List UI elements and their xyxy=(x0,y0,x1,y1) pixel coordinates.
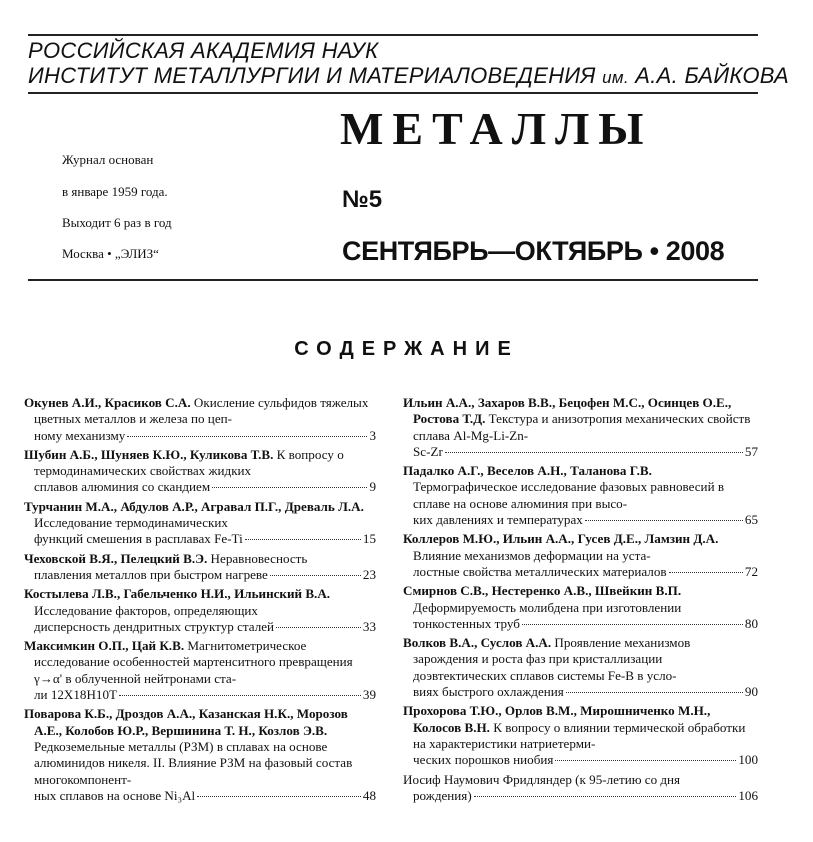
toc-entry-title-end: ных сплавов на основе Ni₃Al xyxy=(34,787,196,803)
masthead-bottom-rule xyxy=(28,279,758,281)
toc-entry-title-end: функций смешения в расплавах Fe-Ti xyxy=(34,531,243,547)
toc-entry-page: 57 xyxy=(744,443,758,459)
toc-entry-page: 39 xyxy=(362,687,376,703)
toc-entry-title-end: тонкостенных труб xyxy=(413,615,520,631)
academy-name: РОССИЙСКАЯ АКАДЕМИЯ НАУК xyxy=(28,38,379,63)
toc-entry-title-end: дисперсность дендритных структур сталей xyxy=(34,618,275,634)
dot-leader xyxy=(522,624,743,625)
toc-entry-authors: Волков В.А., Суслов А.А. xyxy=(403,635,552,651)
toc-entry-title-end: сплавов алюминия со скандием xyxy=(34,479,211,495)
toc-entry-title: Окисление сульфидов тяжелых цветных металлов и железа по цеп- xyxy=(34,395,369,427)
journal-title: МЕТАЛЛЫ xyxy=(340,103,653,154)
top-rule xyxy=(28,34,758,36)
dot-leader xyxy=(669,572,743,573)
toc-entry-title: Текстура и анизотропия механических свойств сплава Al-Mg-Li-Zn- xyxy=(413,411,751,443)
toc-entry[interactable] xyxy=(403,703,758,768)
dot-leader xyxy=(212,487,367,488)
toc-entry[interactable] xyxy=(403,583,758,632)
header-rule xyxy=(28,92,758,94)
toc-entry-authors: Поварова К.Б., Дроздов А.А., Казанская Н.К., Морозов А.Е., Колобов Ю.Р., Вершинина Т. Н., Козлов Э.В. xyxy=(24,706,348,738)
toc-entry-title-end: ких давлениях и температурах xyxy=(413,512,583,528)
toc-entry-title-end: ному механизму xyxy=(34,427,126,443)
toc-entry-authors: Ильин А.А., Захаров В.В., Бецофен М.С., Осинцев О.Е., Ростова Т.Д. xyxy=(403,395,732,427)
toc-entry-page: 100 xyxy=(738,752,758,768)
toc-entry-authors: Коллеров М.Ю., Ильин А.А., Гусев Д.Е., Ламзин Д.А. xyxy=(403,531,719,547)
toc-right-column xyxy=(403,395,758,807)
institute-person: А.А. БАЙКОВА xyxy=(635,63,790,88)
toc-entry-title: Проявление механизмов зарождения и роста фаз при кристаллизации доэвтектических сплавов системы Fe-B в усло- xyxy=(413,635,691,683)
toc-entry-title: Деформируемость молибдена при изготовлении xyxy=(413,599,682,615)
dot-leader xyxy=(127,436,367,437)
toc-entry-authors: Смирнов С.В., Нестеренко А.В., Швейкин В.П. xyxy=(403,583,682,599)
toc-entry-title: Влияние механизмов деформации на уста- xyxy=(413,547,651,563)
issue-date: СЕНТЯБРЬ—ОКТЯБРЬ • 2008 xyxy=(342,236,725,266)
toc-entry[interactable] xyxy=(403,635,758,700)
toc-entry-page: 23 xyxy=(362,566,376,582)
toc-entry-title: Магнитометрическое исследование особенностей мартенситного превращения γ→α' в облученной нейтронами ста- xyxy=(34,638,353,686)
toc-entry-title-end: ческих порошков ниобия xyxy=(413,752,554,768)
toc-entry[interactable] xyxy=(24,638,376,703)
toc-entry[interactable] xyxy=(403,395,758,460)
toc-entry-page: 15 xyxy=(362,531,376,547)
institute-name: ИНСТИТУТ МЕТАЛЛУРГИИ И МАТЕРИАЛОВЕДЕНИЯ xyxy=(28,63,596,88)
dot-leader xyxy=(474,796,737,797)
toc-entry-authors: Падалко А.Г., Веселов А.Н., Таланова Г.В. xyxy=(403,463,652,479)
toc-entry-title: К вопросу о влиянии термической обработки на характеристики натриетерми- xyxy=(413,719,746,751)
toc-entry[interactable] xyxy=(24,551,376,584)
toc-entry-authors: Прохорова Т.Ю., Орлов В.М., Мирошниченко М.Н., Колосов В.Н. xyxy=(403,703,711,735)
toc-entry-authors: Костылева Л.В., Габельченко Н.И., Ильинский В.А. xyxy=(24,586,331,602)
toc-entry-title: К вопросу о термодинамических свойствах жидких xyxy=(34,446,344,479)
toc-entry-authors: Чеховской В.Я., Пелецкий В.Э. xyxy=(24,550,208,566)
toc-entry[interactable] xyxy=(403,463,758,528)
toc-entry-title: Термографическое исследование фазовых равновесий в сплаве на основе алюминия при высо- xyxy=(413,479,725,511)
toc-entry[interactable] xyxy=(24,499,376,548)
toc-left-column xyxy=(24,395,376,807)
toc-entry-page: 3 xyxy=(369,427,376,443)
toc-entry-title-end: ли 12Х18Н10Т xyxy=(34,687,118,703)
toc-entry[interactable] xyxy=(24,586,376,635)
toc-entry-title-end: плавления металлов при быстром нагреве xyxy=(34,566,268,582)
dot-leader xyxy=(197,796,361,797)
toc-entry[interactable] xyxy=(403,531,758,580)
frequency: Выходит 6 раз в год xyxy=(62,215,172,230)
toc-entry-title: Исследование факторов, определяющих xyxy=(34,602,258,618)
toc-entry-title-end: рождения) xyxy=(413,787,472,803)
toc-entry-title-end: Sc-Zr xyxy=(413,443,443,459)
institute-line xyxy=(28,63,789,89)
dot-leader xyxy=(566,692,743,693)
toc-entry-title: Исследование термодинамических xyxy=(34,515,228,531)
toc-entry-page: 48 xyxy=(362,787,376,803)
toc-entry-title-end: виях быстрого охлаждения xyxy=(413,684,564,700)
dot-leader xyxy=(445,452,743,453)
toc-entry-authors: Максимкин О.П., Цай К.В. xyxy=(24,638,185,654)
toc-entry-page: 80 xyxy=(744,615,758,631)
toc-entry-authors: Турчанин М.А., Абдулов А.Р., Агравал П.Г., Древаль Л.А. xyxy=(24,498,364,514)
toc-entry-authors: Окунев А.И., Красиков С.А. xyxy=(24,395,191,410)
dot-leader xyxy=(270,575,361,576)
toc-entry[interactable] xyxy=(24,706,376,804)
issue-number: №5 xyxy=(342,186,383,213)
dot-leader xyxy=(119,695,361,696)
founded-line-1: Журнал основан xyxy=(62,152,154,167)
toc-entry-page: 90 xyxy=(744,684,758,700)
toc-entry[interactable] xyxy=(24,447,376,496)
toc-entry-page: 9 xyxy=(369,479,376,495)
toc-entry[interactable] xyxy=(24,395,376,444)
founded-line-2: в январе 1959 года. xyxy=(62,184,168,199)
toc-entry-page: 72 xyxy=(744,563,758,579)
dot-leader xyxy=(585,520,743,521)
toc-entry-title: Редкоземельные металлы (РЗМ) в сплавах на основе алюминидов никеля. II. Влияние РЗМ на фазовый состав многокомпонент- xyxy=(34,738,353,787)
dot-leader xyxy=(245,539,361,540)
toc-title: СОДЕРЖАНИЕ xyxy=(294,338,519,360)
dot-leader xyxy=(276,627,361,628)
publisher: Москва • „ЭЛИЗ“ xyxy=(62,246,159,261)
toc-entry[interactable] xyxy=(403,772,758,805)
toc-entry-title: Иосиф Наумович Фридляндер (к 95-летию со дня xyxy=(403,771,681,787)
dot-leader xyxy=(555,760,736,761)
institute-suffix: им. xyxy=(602,68,629,87)
toc-entry-page: 65 xyxy=(744,512,758,528)
toc-entry-title-end: лостные свойства металлических материалов xyxy=(413,563,667,579)
toc-entry-page: 106 xyxy=(738,787,758,803)
toc-entry-authors: Шубин А.Б., Шуняев К.Ю., Куликова Т.В. xyxy=(24,446,274,462)
toc-entry-title: Неравновесность xyxy=(210,550,308,566)
toc-entry-page: 33 xyxy=(362,618,376,634)
